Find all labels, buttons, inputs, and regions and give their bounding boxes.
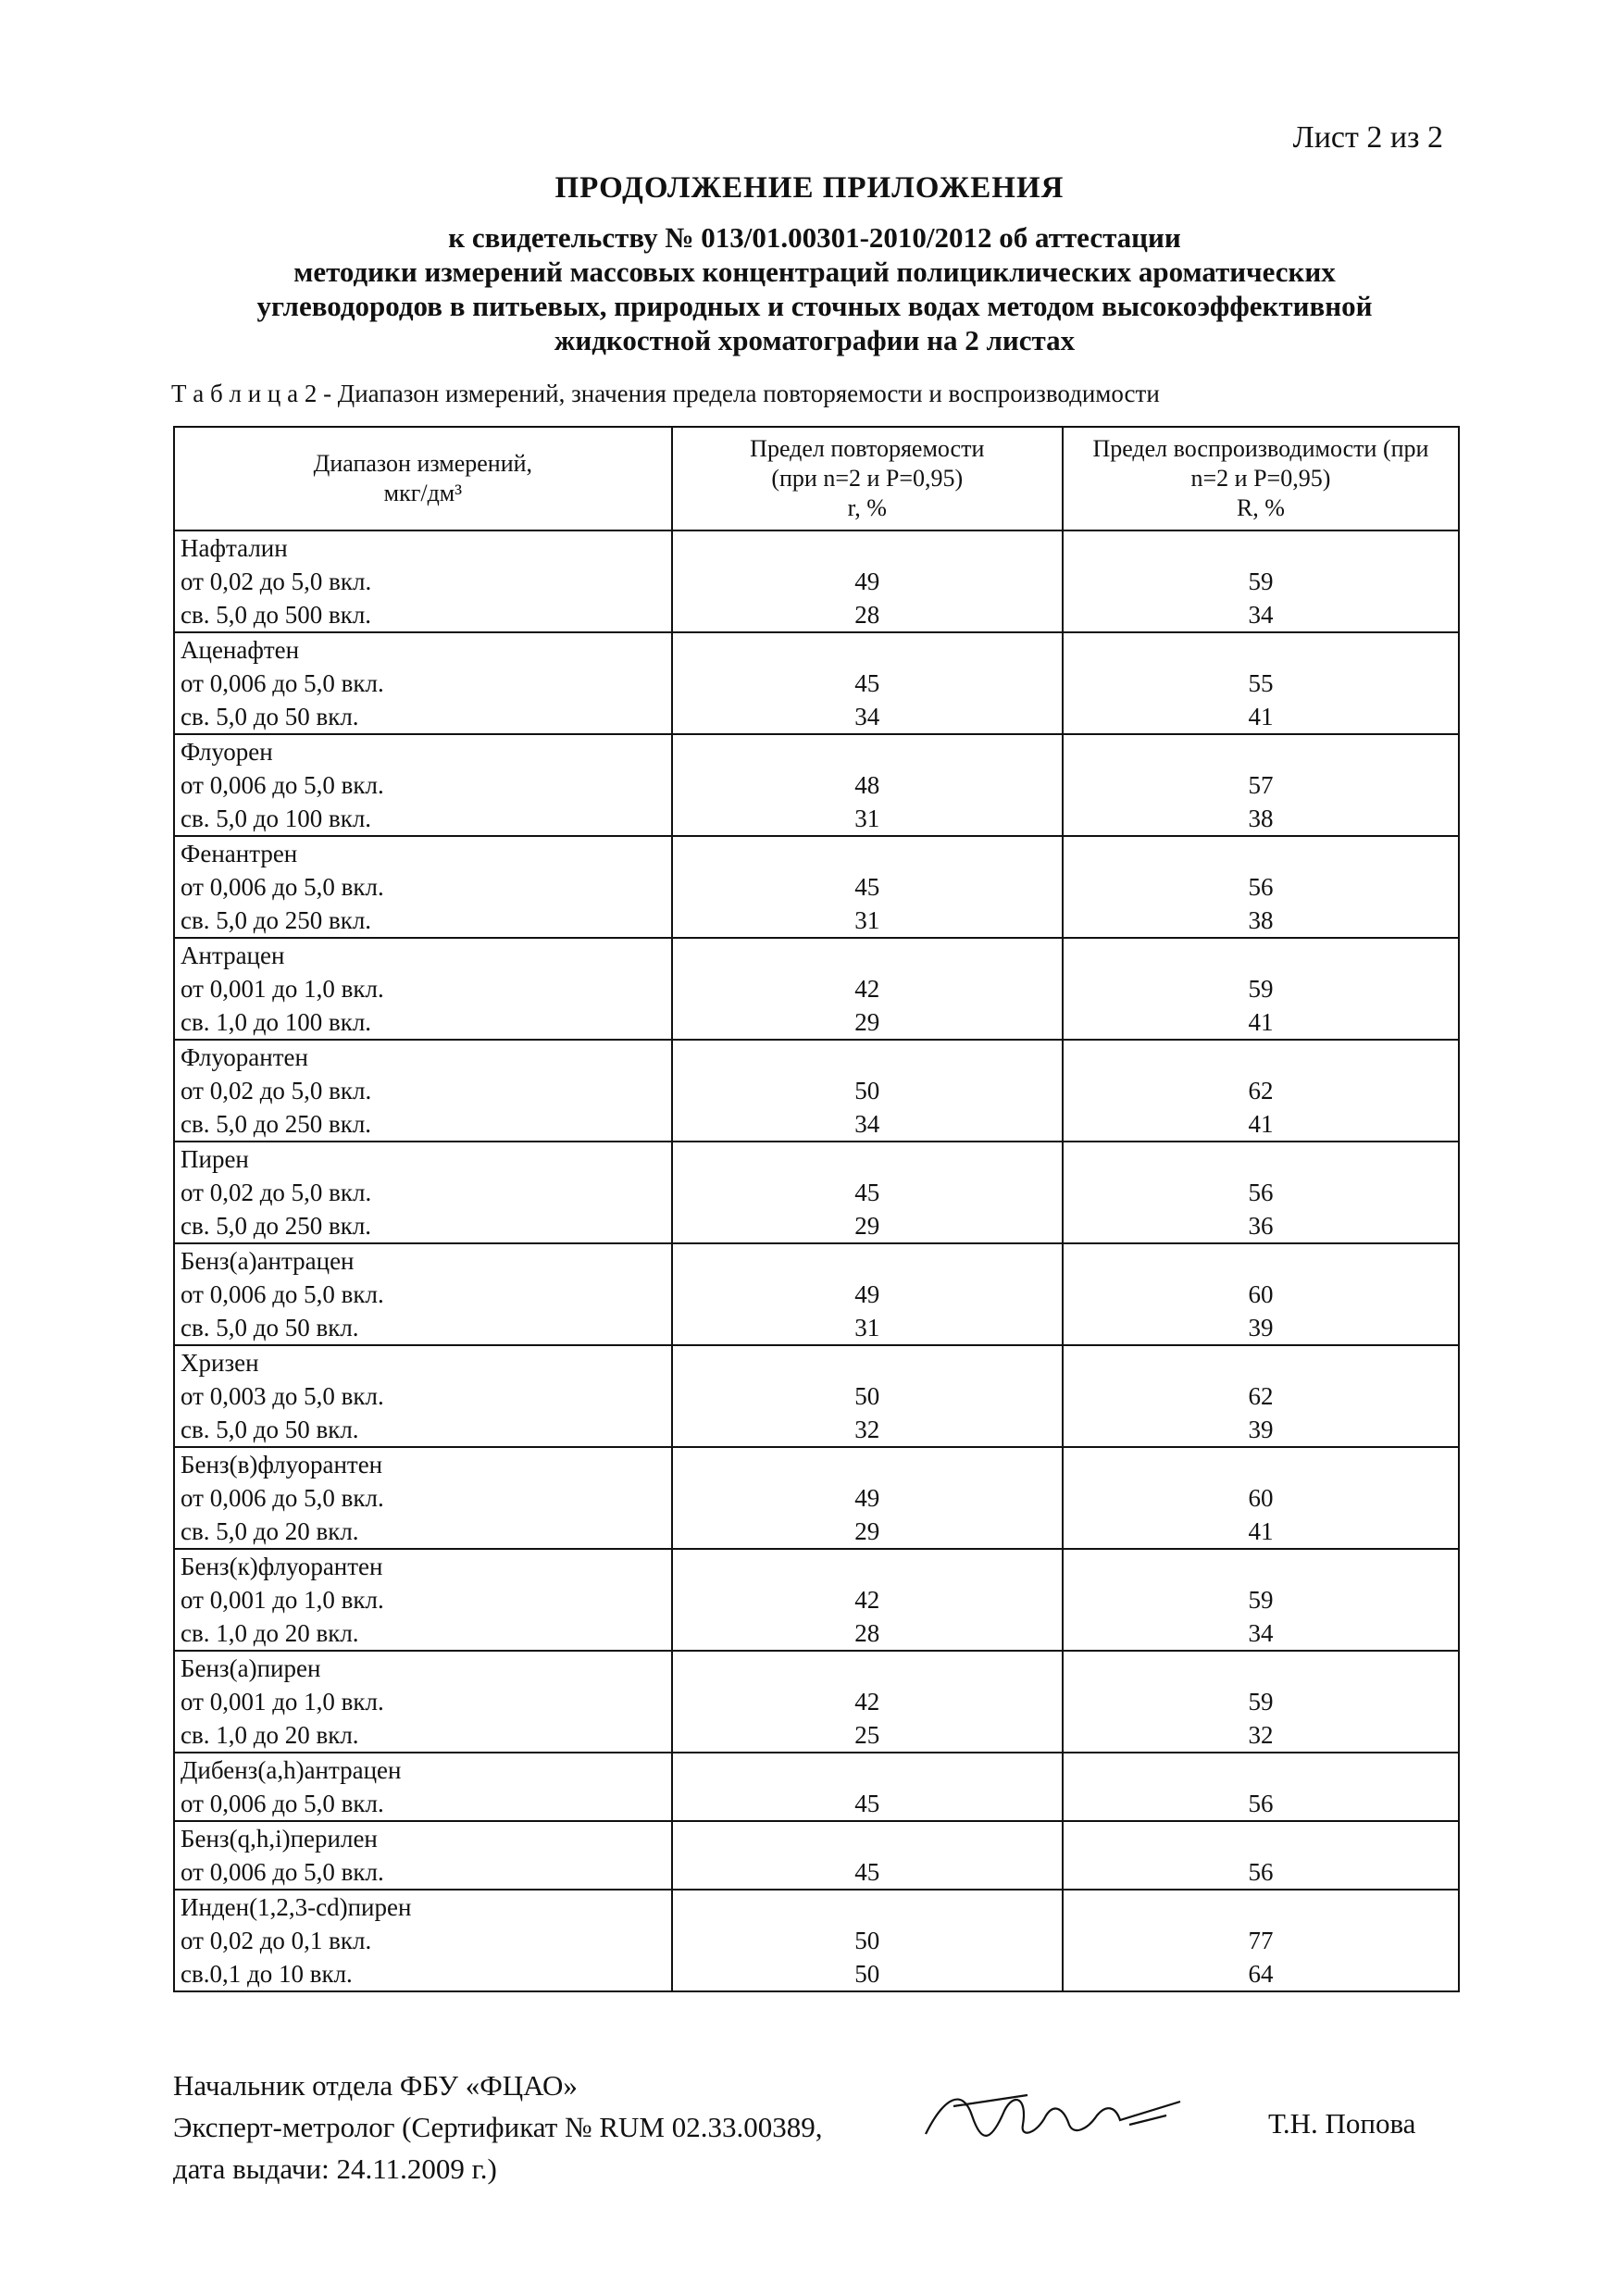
sheet-number: Лист 2 из 2 xyxy=(1292,120,1443,155)
range-value: св. 5,0 до 500 вкл. xyxy=(181,601,372,629)
spacer xyxy=(673,1652,1062,1685)
table-header-row xyxy=(174,427,1459,530)
reproducibility-value: 57 xyxy=(1248,771,1274,799)
spacer xyxy=(1064,531,1458,565)
repeatability-value: 42 xyxy=(854,975,880,1003)
header-reproducibility-line3: R, % xyxy=(1236,494,1285,521)
range-value: от 0,02 до 5,0 вкл. xyxy=(181,1077,372,1104)
repeatability-value: 50 xyxy=(854,1077,880,1104)
reproducibility-value: 39 xyxy=(1248,1314,1274,1341)
repeatability-cell xyxy=(672,734,1063,836)
range-value: от 0,001 до 1,0 вкл. xyxy=(181,1586,384,1614)
range-value: св.0,1 до 10 вкл. xyxy=(181,1960,353,1988)
repeatability-value: 28 xyxy=(854,1619,880,1647)
repeatability-value: 29 xyxy=(854,1212,880,1240)
signer-name: Т.Н. Попова xyxy=(1268,2107,1416,2140)
table-row xyxy=(174,1890,1459,1991)
range-value: от 0,003 до 5,0 вкл. xyxy=(181,1382,384,1410)
header-range xyxy=(174,427,672,530)
spacer xyxy=(673,531,1062,565)
reproducibility-value: 56 xyxy=(1248,1179,1274,1206)
spacer xyxy=(673,633,1062,667)
compound-name: Антрацен xyxy=(181,942,285,969)
table-row xyxy=(174,632,1459,734)
spacer xyxy=(1064,837,1458,870)
reproducibility-value: 56 xyxy=(1248,1790,1274,1817)
repeatability-cell xyxy=(672,938,1063,1040)
repeatability-value: 32 xyxy=(854,1416,880,1443)
reproducibility-value: 34 xyxy=(1248,1619,1274,1647)
repeatability-value: 49 xyxy=(854,568,880,595)
table-row xyxy=(174,1447,1459,1549)
spacer xyxy=(673,1753,1062,1787)
repeatability-value: 29 xyxy=(854,1008,880,1036)
compound-name: Бенз(к)флуорантен xyxy=(181,1553,383,1580)
subtitle-line: к свидетельству № 013/01.00301-2010/2012 об аттестации xyxy=(448,221,1181,254)
spacer xyxy=(673,1448,1062,1481)
table-row xyxy=(174,1345,1459,1447)
range-cell xyxy=(174,1243,672,1345)
range-cell xyxy=(174,1651,672,1753)
repeatability-value: 28 xyxy=(854,601,880,629)
spacer xyxy=(1064,1448,1458,1481)
repeatability-value: 45 xyxy=(854,669,880,697)
table-body xyxy=(174,530,1459,1991)
range-value: св. 5,0 до 50 вкл. xyxy=(181,1416,359,1443)
spacer xyxy=(1064,1041,1458,1074)
compound-name: Дибенз(a,h)антрацен xyxy=(181,1756,402,1784)
repeatability-value: 42 xyxy=(854,1586,880,1614)
reproducibility-value: 41 xyxy=(1248,1110,1274,1138)
spacer xyxy=(1064,633,1458,667)
footer-line: Начальник отдела ФБУ «ФЦАО» xyxy=(173,2069,578,2102)
range-value: от 0,006 до 5,0 вкл. xyxy=(181,1280,384,1308)
range-cell xyxy=(174,1040,672,1142)
spacer xyxy=(1064,1346,1458,1379)
handwritten-signature xyxy=(916,2078,1194,2162)
repeatability-cell xyxy=(672,1821,1063,1890)
reproducibility-cell xyxy=(1063,1345,1459,1447)
compound-name: Флуорантен xyxy=(181,1043,308,1071)
compound-name: Фенантрен xyxy=(181,840,298,867)
range-value: от 0,006 до 5,0 вкл. xyxy=(181,1790,384,1817)
repeatability-value: 45 xyxy=(854,1858,880,1886)
repeatability-value: 31 xyxy=(854,805,880,832)
compound-name: Пирен xyxy=(181,1145,249,1173)
spacer xyxy=(1064,1142,1458,1176)
repeatability-value: 34 xyxy=(854,1110,880,1138)
reproducibility-value: 64 xyxy=(1248,1960,1274,1988)
reproducibility-value: 41 xyxy=(1248,703,1274,730)
spacer xyxy=(673,1550,1062,1583)
table-row xyxy=(174,1651,1459,1753)
document-title: ПРОДОЛЖЕНИЕ ПРИЛОЖЕНИЯ xyxy=(554,171,1065,205)
reproducibility-value: 32 xyxy=(1248,1721,1274,1749)
reproducibility-value: 41 xyxy=(1248,1517,1274,1545)
header-repeatability xyxy=(672,427,1063,530)
range-value: св. 1,0 до 100 вкл. xyxy=(181,1008,372,1036)
repeatability-value: 48 xyxy=(854,771,880,799)
reproducibility-cell xyxy=(1063,1040,1459,1142)
repeatability-cell xyxy=(672,1447,1063,1549)
header-range-line2: мкг/дм³ xyxy=(383,480,463,506)
repeatability-cell xyxy=(672,1345,1063,1447)
spacer xyxy=(1064,1550,1458,1583)
reproducibility-cell xyxy=(1063,734,1459,836)
reproducibility-cell xyxy=(1063,1142,1459,1243)
repeatability-value: 50 xyxy=(854,1382,880,1410)
reproducibility-value: 55 xyxy=(1248,669,1274,697)
reproducibility-value: 56 xyxy=(1248,1858,1274,1886)
table-row xyxy=(174,1549,1459,1651)
results-table xyxy=(173,426,1460,1992)
document-subtitle xyxy=(167,220,1463,357)
repeatability-value: 49 xyxy=(854,1280,880,1308)
reproducibility-cell xyxy=(1063,836,1459,938)
spacer xyxy=(673,1890,1062,1924)
reproducibility-value: 59 xyxy=(1248,975,1274,1003)
spacer xyxy=(673,1346,1062,1379)
table-row xyxy=(174,1142,1459,1243)
range-cell xyxy=(174,938,672,1040)
repeatability-cell xyxy=(672,632,1063,734)
spacer xyxy=(673,735,1062,768)
table-row xyxy=(174,938,1459,1040)
reproducibility-cell xyxy=(1063,1243,1459,1345)
repeatability-cell xyxy=(672,530,1063,632)
subtitle-line: углеводородов в питьевых, природных и сточных водах методом высокоэффективной xyxy=(256,290,1373,322)
header-range-line1: Диапазон измерений, xyxy=(313,450,533,477)
range-value: св. 1,0 до 20 вкл. xyxy=(181,1619,359,1647)
header-reproducibility xyxy=(1063,427,1459,530)
compound-name: Бенз(а)пирен xyxy=(181,1654,321,1682)
repeatability-value: 49 xyxy=(854,1484,880,1512)
compound-name: Нафталин xyxy=(181,534,288,562)
range-value: от 0,02 до 5,0 вкл. xyxy=(181,568,372,595)
header-reproducibility-line2: n=2 и P=0,95) xyxy=(1190,465,1331,492)
range-cell xyxy=(174,530,672,632)
compound-name: Бенз(а)антрацен xyxy=(181,1247,355,1275)
header-reproducibility-line1: Предел воспроизводимости (при xyxy=(1092,435,1429,462)
range-value: св. 5,0 до 100 вкл. xyxy=(181,805,372,832)
range-value: от 0,006 до 5,0 вкл. xyxy=(181,669,384,697)
compound-name: Бенз(в)флуорантен xyxy=(181,1451,383,1479)
footer-line: Эксперт-метролог (Сертификат № RUM 02.33.00389, xyxy=(173,2111,823,2143)
spacer xyxy=(1064,1890,1458,1924)
repeatability-value: 34 xyxy=(854,703,880,730)
reproducibility-cell xyxy=(1063,1651,1459,1753)
table-row xyxy=(174,1040,1459,1142)
range-cell xyxy=(174,1890,672,1991)
repeatability-cell xyxy=(672,1651,1063,1753)
range-value: св. 5,0 до 250 вкл. xyxy=(181,1212,372,1240)
header-repeatability-line1: Предел повторяемости xyxy=(750,435,985,462)
reproducibility-value: 36 xyxy=(1248,1212,1274,1240)
range-value: от 0,001 до 1,0 вкл. xyxy=(181,1688,384,1716)
spacer xyxy=(1064,735,1458,768)
range-cell xyxy=(174,1549,672,1651)
range-value: св. 5,0 до 50 вкл. xyxy=(181,1314,359,1341)
table-row xyxy=(174,1243,1459,1345)
reproducibility-value: 56 xyxy=(1248,873,1274,901)
spacer xyxy=(1064,1753,1458,1787)
repeatability-value: 31 xyxy=(854,906,880,934)
spacer xyxy=(673,939,1062,972)
range-cell xyxy=(174,1447,672,1549)
reproducibility-cell xyxy=(1063,1753,1459,1821)
repeatability-cell xyxy=(672,836,1063,938)
range-value: св. 5,0 до 250 вкл. xyxy=(181,1110,372,1138)
footer-line: дата выдачи: 24.11.2009 г.) xyxy=(173,2152,497,2185)
table-caption: Т а б л и ц а 2 - Диапазон измерений, значения предела повторяемости и воспроизводимости xyxy=(171,380,1160,407)
reproducibility-value: 59 xyxy=(1248,1688,1274,1716)
range-value: от 0,02 до 5,0 вкл. xyxy=(181,1179,372,1206)
header-repeatability-line2: (при n=2 и P=0,95) xyxy=(771,465,964,492)
reproducibility-value: 77 xyxy=(1248,1927,1274,1954)
compound-name: Флуорен xyxy=(181,738,273,766)
reproducibility-value: 38 xyxy=(1248,906,1274,934)
spacer xyxy=(1064,939,1458,972)
range-cell xyxy=(174,1753,672,1821)
range-cell xyxy=(174,836,672,938)
reproducibility-value: 60 xyxy=(1248,1484,1274,1512)
range-value: св. 5,0 до 250 вкл. xyxy=(181,906,372,934)
reproducibility-cell xyxy=(1063,938,1459,1040)
reproducibility-value: 59 xyxy=(1248,1586,1274,1614)
subtitle-line: методики измерений массовых концентраций полициклических ароматических xyxy=(293,256,1336,288)
reproducibility-value: 60 xyxy=(1248,1280,1274,1308)
reproducibility-value: 39 xyxy=(1248,1416,1274,1443)
repeatability-value: 50 xyxy=(854,1960,880,1988)
range-cell xyxy=(174,1345,672,1447)
spacer xyxy=(673,1244,1062,1278)
repeatability-cell xyxy=(672,1753,1063,1821)
footer-block xyxy=(173,2065,823,2190)
table-row xyxy=(174,1753,1459,1821)
reproducibility-cell xyxy=(1063,530,1459,632)
repeatability-cell xyxy=(672,1549,1063,1651)
reproducibility-value: 41 xyxy=(1248,1008,1274,1036)
repeatability-value: 50 xyxy=(854,1927,880,1954)
repeatability-value: 29 xyxy=(854,1517,880,1545)
reproducibility-cell xyxy=(1063,1447,1459,1549)
reproducibility-value: 38 xyxy=(1248,805,1274,832)
table-row xyxy=(174,836,1459,938)
repeatability-value: 31 xyxy=(854,1314,880,1341)
spacer xyxy=(673,837,1062,870)
repeatability-value: 42 xyxy=(854,1688,880,1716)
repeatability-value: 45 xyxy=(854,1790,880,1817)
repeatability-cell xyxy=(672,1243,1063,1345)
compound-name: Хризен xyxy=(181,1349,259,1377)
range-value: от 0,001 до 1,0 вкл. xyxy=(181,975,384,1003)
repeatability-value: 45 xyxy=(854,1179,880,1206)
spacer xyxy=(1064,1822,1458,1855)
range-cell xyxy=(174,632,672,734)
spacer xyxy=(673,1142,1062,1176)
spacer xyxy=(673,1822,1062,1855)
range-cell xyxy=(174,1142,672,1243)
table-row xyxy=(174,1821,1459,1890)
table-row xyxy=(174,530,1459,632)
reproducibility-value: 34 xyxy=(1248,601,1274,629)
range-value: св. 5,0 до 50 вкл. xyxy=(181,703,359,730)
range-value: от 0,006 до 5,0 вкл. xyxy=(181,1484,384,1512)
compound-name: Аценафтен xyxy=(181,636,300,664)
reproducibility-cell xyxy=(1063,1821,1459,1890)
range-value: от 0,006 до 5,0 вкл. xyxy=(181,873,384,901)
repeatability-cell xyxy=(672,1040,1063,1142)
range-value: от 0,02 до 0,1 вкл. xyxy=(181,1927,372,1954)
compound-name: Бенз(q,h,i)перилен xyxy=(181,1825,378,1853)
repeatability-value: 25 xyxy=(854,1721,880,1749)
range-value: св. 5,0 до 20 вкл. xyxy=(181,1517,359,1545)
table-row xyxy=(174,734,1459,836)
range-value: от 0,006 до 5,0 вкл. xyxy=(181,1858,384,1886)
range-cell xyxy=(174,1821,672,1890)
spacer xyxy=(1064,1652,1458,1685)
repeatability-cell xyxy=(672,1890,1063,1991)
reproducibility-value: 62 xyxy=(1248,1077,1274,1104)
reproducibility-cell xyxy=(1063,632,1459,734)
spacer xyxy=(1064,1244,1458,1278)
header-repeatability-line3: r, % xyxy=(847,494,887,521)
spacer xyxy=(673,1041,1062,1074)
repeatability-cell xyxy=(672,1142,1063,1243)
subtitle-line: жидкостной хроматографии на 2 листах xyxy=(554,324,1076,356)
reproducibility-cell xyxy=(1063,1549,1459,1651)
reproducibility-value: 62 xyxy=(1248,1382,1274,1410)
range-value: св. 1,0 до 20 вкл. xyxy=(181,1721,359,1749)
reproducibility-cell xyxy=(1063,1890,1459,1991)
range-cell xyxy=(174,734,672,836)
compound-name: Инден(1,2,3-cd)пирен xyxy=(181,1893,412,1921)
range-value: от 0,006 до 5,0 вкл. xyxy=(181,771,384,799)
reproducibility-value: 59 xyxy=(1248,568,1274,595)
repeatability-value: 45 xyxy=(854,873,880,901)
